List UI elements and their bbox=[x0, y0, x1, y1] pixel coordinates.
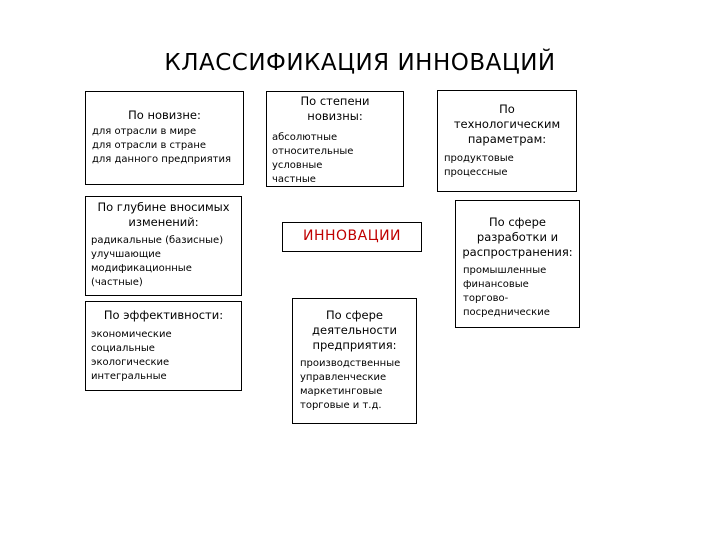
category-box-degree-of-novelty bbox=[266, 91, 404, 187]
category-items bbox=[86, 234, 241, 290]
category-heading bbox=[86, 308, 241, 323]
category-box-efficiency bbox=[85, 301, 242, 391]
category-items bbox=[267, 131, 403, 187]
list-item: условные bbox=[272, 160, 323, 171]
list-item: управленческие bbox=[300, 372, 387, 383]
category-heading bbox=[86, 108, 243, 123]
category-heading bbox=[293, 308, 416, 353]
heading-line: По глубине вносимых bbox=[97, 200, 230, 214]
category-items bbox=[86, 125, 243, 167]
heading-line: предприятия: bbox=[312, 338, 397, 352]
list-item: продуктовые bbox=[444, 153, 514, 164]
list-item: посреднические bbox=[463, 307, 550, 318]
list-item: процессные bbox=[444, 167, 508, 178]
list-item: экологические bbox=[91, 357, 170, 368]
heading-line: По сфере bbox=[489, 215, 546, 229]
list-item: маркетинговые bbox=[300, 386, 383, 397]
list-item: частные bbox=[272, 174, 316, 185]
heading-line: новизны: bbox=[307, 109, 363, 123]
list-item: производственные bbox=[300, 358, 401, 369]
heading-line: параметрам: bbox=[467, 132, 547, 146]
heading-line: технологическим bbox=[453, 117, 561, 131]
list-item: торгово- bbox=[463, 293, 509, 304]
list-item: для отрасли в стране bbox=[92, 140, 207, 151]
list-item: абсолютные bbox=[272, 132, 338, 143]
list-item: экономические bbox=[91, 329, 172, 340]
category-items bbox=[438, 152, 576, 180]
category-heading bbox=[86, 200, 241, 230]
list-item: улучшающие bbox=[91, 249, 161, 260]
category-items bbox=[86, 328, 241, 384]
list-item: промышленные bbox=[463, 265, 547, 276]
list-item: торговые и т.д. bbox=[300, 400, 382, 411]
list-item: финансовые bbox=[463, 279, 529, 290]
heading-line: изменений: bbox=[128, 215, 199, 229]
center-node-innovations: ИННОВАЦИИ bbox=[282, 222, 422, 252]
category-box-depth-of-changes bbox=[85, 196, 242, 296]
list-item: социальные bbox=[91, 343, 155, 354]
category-heading bbox=[438, 102, 576, 147]
list-item: радикальные (базисные) bbox=[91, 235, 224, 246]
list-item: для данного предприятия bbox=[92, 154, 231, 165]
list-item: относительные bbox=[272, 146, 354, 157]
category-heading bbox=[267, 94, 403, 124]
heading-line: разработки и bbox=[476, 230, 559, 244]
category-box-technological-parameters bbox=[437, 90, 577, 192]
heading-line: По степени bbox=[300, 94, 370, 108]
heading-line: По эффективности: bbox=[103, 308, 224, 322]
list-item: для отрасли в мире bbox=[92, 126, 197, 137]
category-box-sphere-of-activity bbox=[292, 298, 417, 424]
category-box-sphere-of-development bbox=[455, 200, 580, 328]
category-items bbox=[293, 357, 416, 413]
heading-line: По новизне: bbox=[128, 108, 201, 122]
heading-line: По сфере bbox=[326, 308, 383, 322]
category-box-novelty bbox=[85, 91, 244, 185]
page-title: КЛАССИФИКАЦИЯ ИННОВАЦИЙ bbox=[164, 50, 556, 76]
heading-line: распространения: bbox=[462, 245, 573, 259]
list-item: модификационные bbox=[91, 263, 192, 274]
category-heading bbox=[456, 215, 579, 260]
list-item: интегральные bbox=[91, 371, 167, 382]
category-items bbox=[456, 264, 579, 320]
heading-line: деятельности bbox=[312, 323, 397, 337]
list-item: (частные) bbox=[91, 277, 143, 288]
heading-line: По bbox=[499, 102, 515, 116]
